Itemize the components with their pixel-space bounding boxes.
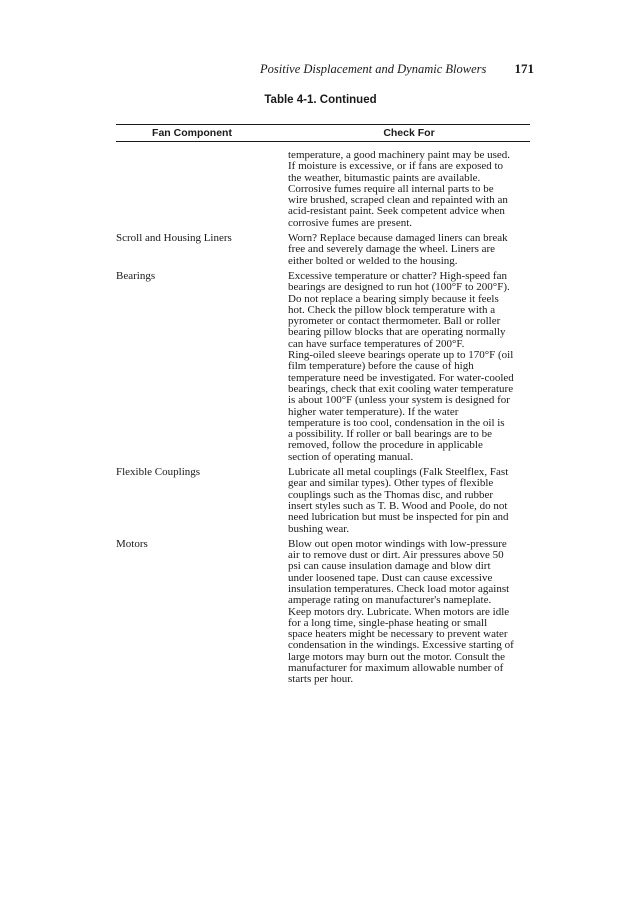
check-for-line: bearings, check that exit cooling water temperature	[288, 382, 514, 395]
check-for-line: Ring-oiled sleeve bearings operate up to 170°F (oil	[288, 349, 514, 362]
check-for-line: condensation in the windings. Excessive starting of	[288, 639, 514, 652]
table-row	[116, 467, 536, 535]
check-for-line: bearings are designed to run hot (100°F to 200°F).	[288, 281, 510, 294]
table-body	[116, 150, 536, 690]
column-heading-check: Check For	[383, 127, 435, 139]
check-for-line: gear and similar types). Other types of flexible	[288, 477, 494, 490]
check-for-line: Worn? Replace because damaged liners can break	[288, 232, 508, 245]
check-for-line: bearing pillow blocks that are operating normally	[288, 326, 506, 339]
check-for-line: can have surface temperatures of 200°F.	[288, 337, 465, 350]
check-for-line: a possibility. If roller or ball bearings are to be	[288, 428, 492, 441]
table-top-rule	[116, 124, 530, 125]
check-for-line: film temperature) before the cause of high	[288, 360, 474, 373]
check-for-line: need lubrication but must be inspected for pin and	[288, 511, 509, 524]
check-for-line: higher water temperature). If the water	[288, 405, 459, 418]
check-for-line: insert styles such as T. B. Wood and Poole, do not	[288, 499, 508, 512]
check-for-line: wire brushed, scraped clean and repainted with an	[288, 194, 508, 207]
check-for-cell	[288, 271, 534, 463]
check-for-line: pyrometer or contact thermometer. Ball or roller	[288, 315, 501, 328]
fan-component-cell: Motors	[116, 537, 148, 550]
check-for-line: either bolted or welded to the housing.	[288, 254, 458, 267]
page-number: 171	[514, 61, 534, 76]
fan-component-cell: Flexible Couplings	[116, 466, 201, 479]
check-for-line: under loosened tape. Dust can cause excessive	[288, 571, 493, 584]
check-for-line: removed, follow the procedure in applicable	[288, 439, 483, 452]
check-for-line: Keep motors dry. Lubricate. When motors are idle	[288, 605, 510, 618]
check-for-line: free and severely damage the wheel. Liners are	[288, 243, 496, 256]
check-for-line: air to remove dust or dirt. Air pressures above 50	[288, 549, 504, 562]
check-for-line: the weather, bitumastic paints are available.	[288, 171, 481, 184]
table-row	[116, 150, 536, 229]
check-for-line: amperage rating on manufacturer's nameplate.	[288, 594, 492, 607]
check-for-line: If moisture is excessive, or if fans are exposed to	[288, 160, 504, 173]
fan-component-cell	[116, 150, 288, 229]
check-for-line: Lubricate all metal couplings (Falk Steelflex, Fast	[288, 466, 509, 479]
table-row	[116, 233, 536, 267]
check-for-line: temperature need be investigated. For water-cooled	[288, 371, 514, 384]
check-for-line: acid-resistant paint. Seek competent advice when	[288, 205, 505, 218]
check-for-cell	[288, 539, 534, 686]
check-for-line: space heaters might be necessary to prevent water	[288, 628, 508, 641]
check-for-line: Excessive temperature or chatter? High-speed fan	[288, 269, 507, 282]
check-for-line: is about 100°F (unless your system is designed for	[288, 394, 510, 407]
check-for-line: manufacturer for maximum allowable number of	[288, 662, 504, 675]
table-caption: Table 4-1. Continued	[264, 94, 377, 106]
check-for-line: Blow out open motor windings with low-pressure	[288, 537, 507, 550]
check-for-line: large motors may burn out the motor. Consult the	[288, 650, 506, 663]
check-for-line: Corrosive fumes require all internal parts to be	[288, 182, 494, 195]
check-for-line: insulation temperatures. Check load motor against	[288, 582, 510, 595]
check-for-line: psi can cause insulation damage and blow dirt	[288, 560, 491, 573]
check-for-line: hot. Check the pillow block temperature with a	[288, 303, 496, 316]
fan-component-cell: Bearings	[116, 269, 156, 282]
fan-component-cell: Scroll and Housing Liners	[116, 232, 232, 245]
check-for-line: starts per hour.	[288, 673, 354, 686]
check-for-line: temperature is too cool, condensation in the oil is	[288, 416, 505, 429]
running-title: Positive Displacement and Dynamic Blowers	[260, 62, 487, 76]
check-for-cell	[288, 467, 534, 535]
table-row	[116, 539, 536, 686]
table-row	[116, 271, 536, 463]
check-for-line: section of operating manual.	[288, 450, 414, 463]
table-header-rule	[116, 141, 530, 142]
check-for-line: bushing wear.	[288, 522, 350, 535]
check-for-line: temperature, a good machinery paint may be used.	[288, 149, 511, 161]
check-for-cell	[288, 233, 534, 267]
column-heading-component: Fan Component	[152, 127, 232, 139]
check-for-cell	[288, 150, 534, 229]
check-for-line: corrosive fumes are present.	[288, 216, 413, 229]
check-for-line: for a long time, single-phase heating or small	[288, 616, 488, 629]
check-for-line: couplings such as the Thomas disc, and rubber	[288, 488, 494, 501]
check-for-line: Do not replace a bearing simply because it feels	[288, 292, 499, 305]
